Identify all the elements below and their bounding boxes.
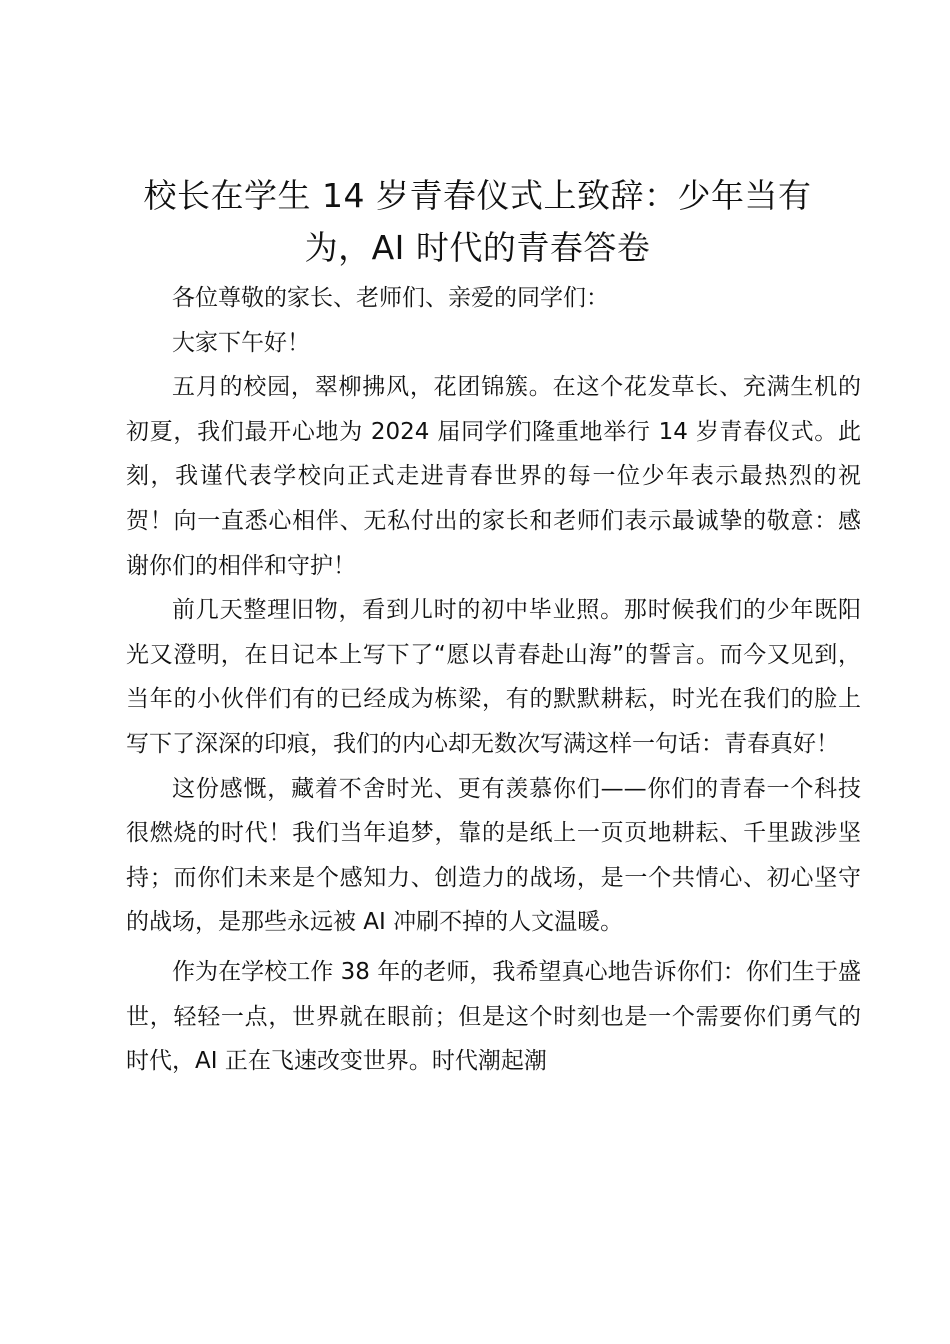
- body-paragraph: 作为在学校工作 38 年的老师，我希望真心地告诉你们：你们生于盛世，轻轻一点，世界就在眼前；但是这个时刻也是一个需要你们勇气的时代，AI 正在飞速改变世界。时代潮起潮: [126, 958, 861, 1075]
- body-paragraph: 前几天整理旧物，看到儿时的初中毕业照。那时候我们的少年既阳光又澄明，在日记本上写下了“愿以青春赴山海”的誓言。而今又见到，当年的小伙伴们有的已经成为栋梁，有的默默耕耘，时光在我们的脸上写下了深深的印痕，我们的内心却无数次写满这样一句话：青春真好！: [126, 597, 861, 757]
- title-line: 校长在学生 14 岁青春仪式上致辞：少年当有: [143, 176, 812, 215]
- document-title: [110, 170, 845, 274]
- salutation-paragraph: 各位尊敬的家长、老师们、亲爱的同学们：: [172, 285, 609, 311]
- body-paragraph: 这份感慨，藏着不舍时光、更有羡慕你们——你们的青春一个科技很燃烧的时代！我们当年追梦，靠的是纸上一页页地耕耘、千里跋涉坚持；而你们未来是个感知力、创造力的战场，是一个共情心、初心坚守的战场，是那些永远被 AI 冲刷不掉的人文温暖。: [126, 775, 861, 936]
- greeting-paragraph: 大家下午好！: [172, 329, 310, 356]
- document-body: [126, 276, 861, 1084]
- title-line: 为，AI 时代的青春答卷: [304, 228, 651, 267]
- body-paragraph: 五月的校园，翠柳拂风，花团锦簇。在这个花发草长、充满生机的初夏，我们最开心地为 2024 届同学们隆重地举行 14 岁青春仪式。此刻，我谨代表学校向正式走进青春世界的每一位少年表示最热烈的祝贺！向一直悉心相伴、无私付出的家长和老师们表示最诚挚的敬意：感谢你们的相伴和守护！: [126, 374, 861, 579]
